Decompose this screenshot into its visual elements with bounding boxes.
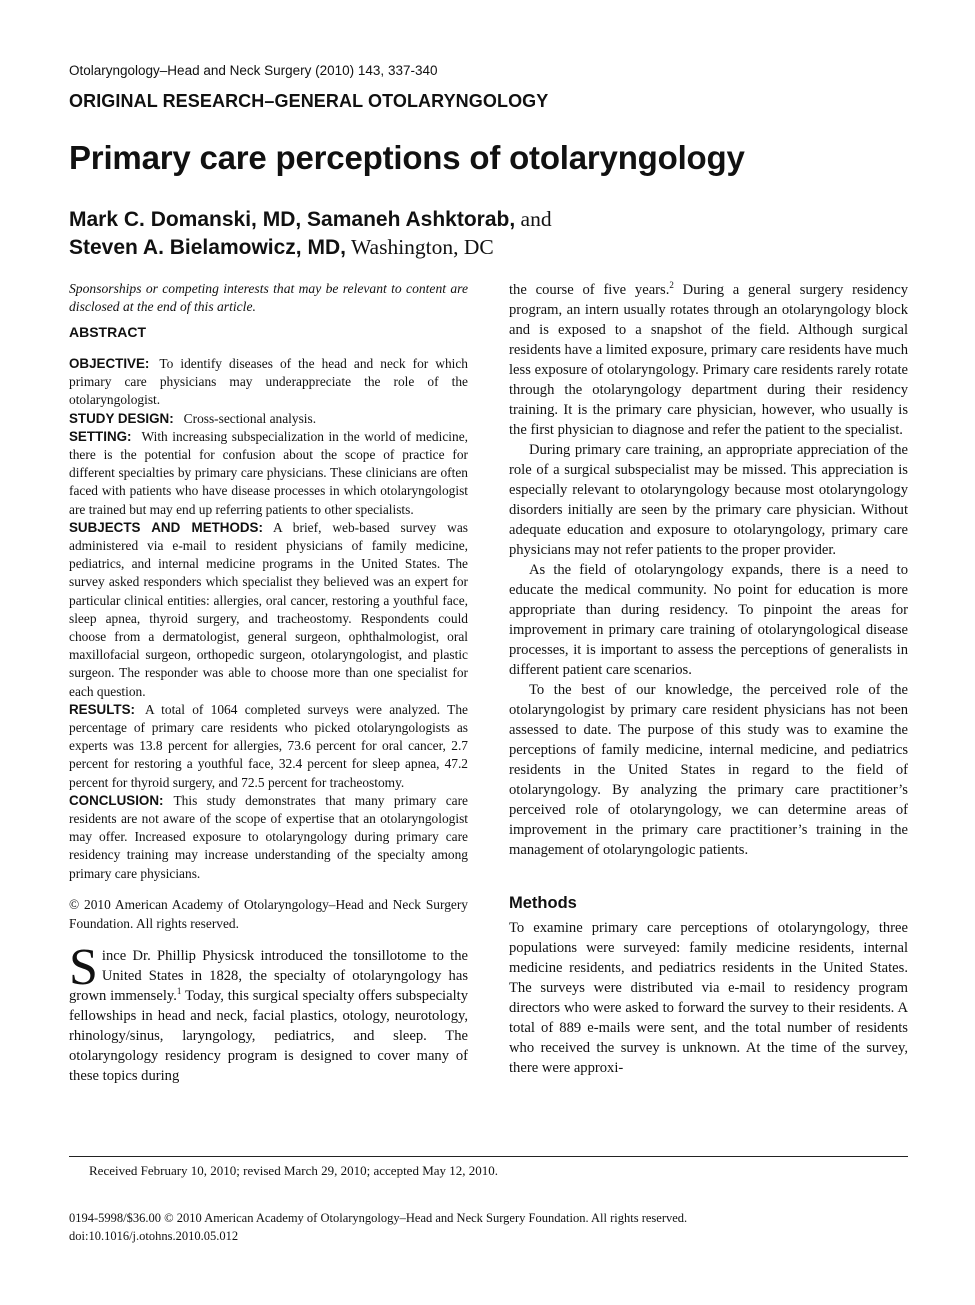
author-line-2 [69,235,494,260]
abstract-objective [69,355,468,410]
section-label: ORIGINAL RESEARCH–GENERAL OTOLARYNGOLOGY [69,91,549,111]
objective-label: OBJECTIVE: [69,356,150,371]
abstract-heading: ABSTRACT [69,324,146,340]
conclusion-label: CONCLUSION: [69,792,164,808]
citation-ref-2: 2 [669,280,674,291]
author-connector: and [520,207,552,231]
conclusion-text: This study demonstrates that many primary care residents are not aware of the scope of expertise that an otolaryngologist may offer. Increased exposure to otolaryngology during primary care residency training may increase understanding of the specialty among primary care physicians. [69,792,468,881]
left-column [69,280,468,1086]
abstract-copyright: © 2010 American Academy of Otolaryngology–Head and Neck Surgery Foundation. All rights reserved. [69,896,468,931]
abstract-conclusion [69,792,468,883]
article-title: Primary care perceptions of otolaryngology [69,139,745,176]
methods-heading: Methods [509,894,577,912]
intro-p1-part-b: Today, this surgical specialty offers subspecialty fellowships in head and neck, facial plastics, otology, neurotology, rhinology/sinus, laryngology, pediatrics, and sleep. The otolaryngology residency program is designed to cover many of these topics during [69,987,468,1084]
intro-paragraph-2: During primary care training, an appropriate appreciation of the role of a surgical subspecialist may be missed. This appreciation is especially relevant to otolaryngology because most otolaryngology disorders initially are seen by the primary care physician. Without adequate education and exposure to otolaryngology, primary care physicians may not refer patients to the proper provider. [509,442,908,558]
subjects-methods-text: A brief, web-based survey was administered via e-mail to resident physicians of family medicine, pediatrics, and internal medicine programs in the United States. The survey asked responders which specialist they believed was an expert for particular clinical entities: allergies, oral cancer, restoring a youthful face, sleep apnea, thyroid surgery, and tracheostomy. Respondents could choose from a dermatologist, general surgeon, ophthalmologist, oral maxillofacial surgeon, orthopedic surgeon, otolaryngologist, and plastic surgeon. The responder was able to choose more than one specialist for each question. [69,519,468,699]
intro-paragraph-4: To the best of our knowledge, the perceived role of the otolaryngologist by primary care resident physicians has not been assessed to date. The purpose of this study was to examine the perceptions of family medicine, internal medicine, and pediatrics residents in the United States in regard to the field of otolaryngology. By analyzing the primary care practitioner’s perceived role of otolaryngology, we can determine areas of improvement in the primary care practitioner’s training in the management of otolaryngologic patients. [509,682,908,858]
results-label: RESULTS: [69,701,135,717]
right-column [509,280,908,1078]
intro-p1-part-c: During a general surgery residency program, an intern usually rotates through an otolaryngology block and is exposed to a snapshot of the field. Although surgical residents have a limited exposure, primary care residents have much less exposure of otolaryngology. Primary care residents rarely rotate through the otolaryngology department during their residency training. It is the primary care physician, however, who usually is the first physician to diagnose and refer the patient to the specialist. [509,282,908,438]
sponsorship-note: Sponsorships or competing interests that may be relevant to content are disclosed at the end of this article. [69,281,468,314]
intro-paragraph-1 [69,938,468,1086]
author-names-2: Steven A. Bielamowicz, MD, [69,236,346,259]
author-names-1: Mark C. Domanski, MD, Samaneh Ashktorab, [69,208,516,231]
abstract-subjects-methods [69,519,468,701]
received-dates: Received February 10, 2010; revised March 29, 2010; accepted May 12, 2010. [89,1163,499,1178]
abstract-setting [69,428,468,519]
intro-paragraph-1-continued [509,280,908,440]
study-design-label: STUDY DESIGN: [69,410,174,426]
drop-cap: S [69,938,98,996]
abstract-results [69,701,468,792]
journal-citation: Otolaryngology–Head and Neck Surgery (2010) 143, 337-340 [69,63,438,78]
abstract-study-design [69,410,468,428]
intro-p1-part-a: ince Dr. Phillip Physicsk introduced the tonsillotome to the United States in 1828, the specialty of otolaryngology has grown immensely. [69,947,468,1004]
intro-p1-part-b-tail: the course of five years. [509,282,670,298]
methods-paragraph-1: To examine primary care perceptions of otolaryngology, three populations were surveyed: family medicine residents, internal medicine residents, and pediatrics residents in the United States. The surveys were distributed via e-mail to residency program directors who were asked to forward the survey to their residents. A total of 889 e-mails were sent, and the total number of residents who received the survey is unknown. At the time of the survey, there were approxi- [509,920,908,1076]
issn-copyright: 0194-5998/$36.00 © 2010 American Academy of Otolaryngology–Head and Neck Surgery Foundation. All rights reserved. [69,1211,688,1225]
study-design-text: Cross-sectional analysis. [183,410,317,426]
setting-text: With increasing subspecialization in the world of medicine, there is the potential for confusion about the scope of practice for different specialties by primary care physicians. These clinicians are often faced with patients who have disease processes in which otolaryngologist are trained but may end up referring patients to other specialists. [69,428,468,517]
setting-label: SETTING: [69,428,132,444]
citation-ref-1: 1 [176,986,182,997]
footnote-rule [69,1156,908,1157]
objective-text: To identify diseases of the head and neck for which primary care physicians may underappreciate the role of the otolaryngologist. [69,356,468,408]
doi: doi:10.1016/j.otohns.2010.05.012 [69,1229,239,1243]
results-text: A total of 1064 completed surveys were analyzed. The percentage of primary care residents who picked otolaryngologists as experts was 13.8 percent for allergies, 73.6 percent for oral cancer, 2.7 percent for restoring a youthful face, 32.4 percent for sleep apnea, 47.2 percent for thyroid surgery, and 72.5 percent for tracheostomy. [69,701,468,790]
subjects-methods-label: SUBJECTS AND METHODS: [69,519,263,535]
intro-paragraph-3: As the field of otolaryngology expands, there is a need to educate the medical community. No point for education is more appropriate than during residency. To pinpoint the areas for improvement in primary care training of otolaryngological disease processes, it is important to assess the perceptions of generalists in different patient care scenarios. [509,562,908,678]
author-location: Washington, DC [350,235,494,259]
author-line-1 [69,207,552,232]
